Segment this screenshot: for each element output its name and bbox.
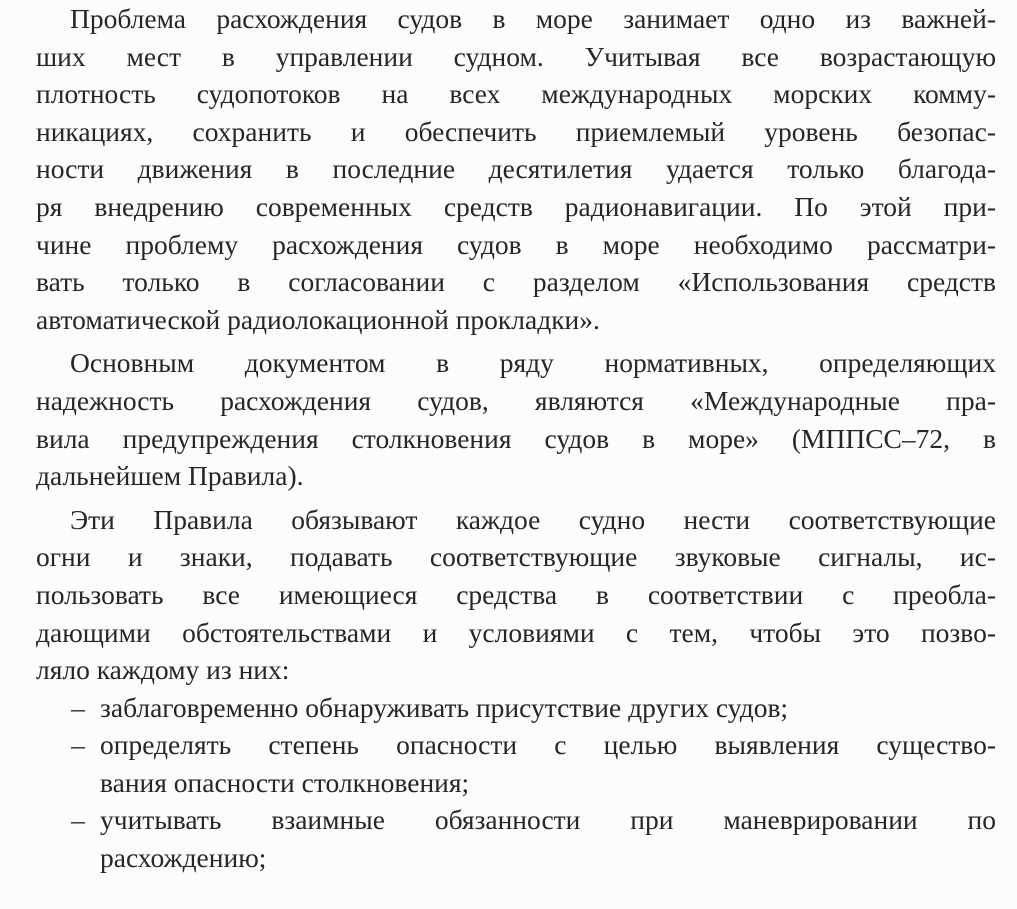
document-page [36,0,996,909]
text-line: ря внедрению современных средств радионавигации. По этой при- [36,190,996,222]
text-line: дающими обстоятельствами и условиями с тем, чтобы это позво- [36,616,996,648]
bullet-list [36,689,996,877]
dash-bullet: – [71,691,85,723]
text-line: огни и знаки, подавать соответствующие звуковые сигналы, ис- [36,541,996,573]
text-line: Основным документом в ряду нормативных, определяющих [70,347,996,379]
text-line: ности движения в последние десятилетия удается только благода- [36,153,996,185]
text-line: вать только в согласовании с разделом «Использования средств [36,266,996,298]
text-line: учитывать взаимные обязанности при маневрировании по [100,804,996,836]
paragraph-1 [36,0,996,338]
text-line: дальнейшем Правила). [36,460,304,492]
text-line: определять степень опасности с целью выявления существо- [100,729,996,761]
text-line: ших мест в управлении судном. Учитывая все возрастающую [36,40,996,72]
dash-bullet: – [71,804,85,836]
text-line: вания опасности столкновения; [100,766,470,798]
text-line: заблаговременно обнаруживать присутствие других судов; [100,691,789,723]
dash-bullet: – [71,729,85,761]
text-line: автоматической радиолокационной прокладки». [36,303,600,335]
text-line: никациях, сохранить и обеспечить приемлемый уровень безопас- [36,115,996,147]
list-item [36,801,996,876]
text-line: вила предупреждения столкновения судов в море» (МППСС–72, в [36,422,996,454]
paragraph-2 [36,344,996,494]
text-line: надежность расхождения судов, являются «Международные пра- [36,384,996,416]
list-item [36,726,996,801]
text-line: Проблема расхождения судов в море занимает одно из важней- [70,3,996,34]
text-line: плотность судопотоков на всех международных морских комму- [36,78,996,110]
text-line: Эти Правила обязывают каждое судно нести соответствующие [70,503,996,535]
text-line: ляло каждому из них: [36,654,290,686]
text-line: расхождению; [100,842,267,874]
text-line: чине проблему расхождения судов в море необходимо рассматри- [36,228,996,260]
paragraph-3 [36,501,996,689]
list-item [36,689,996,727]
text-line: пользовать все имеющиеся средства в соответствии с преобла- [36,578,996,610]
